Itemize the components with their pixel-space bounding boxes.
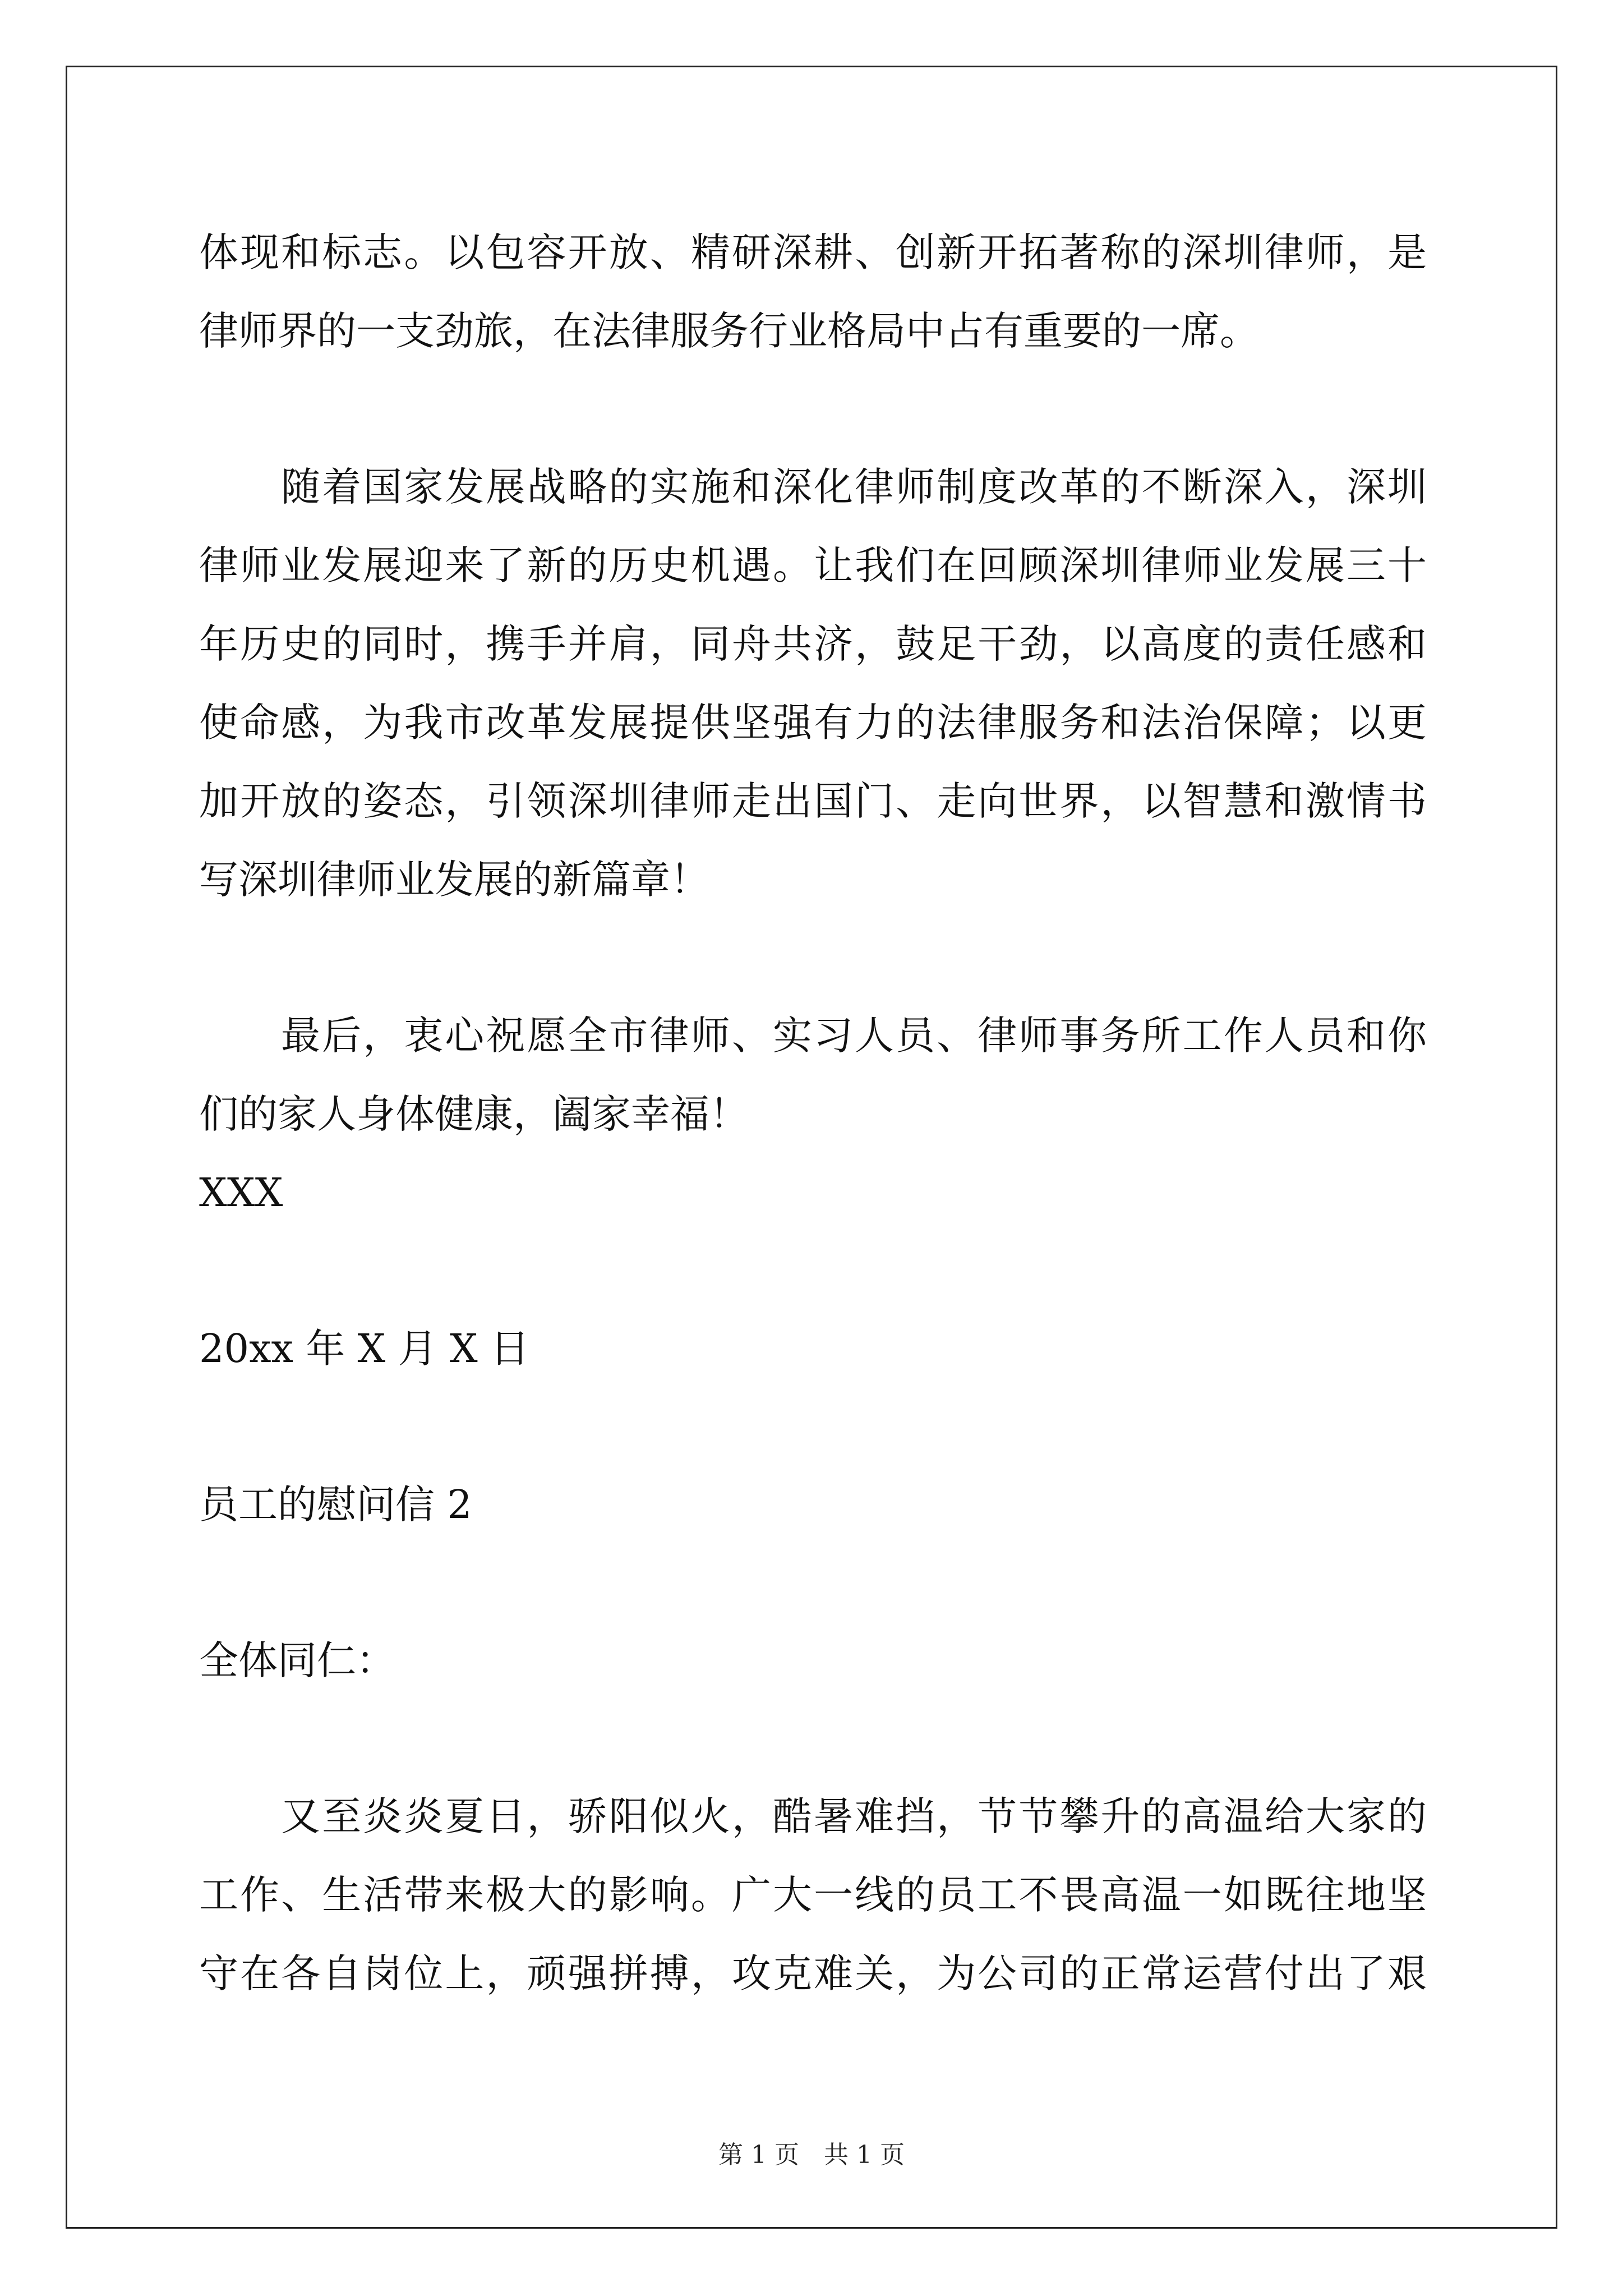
text-line: 使命感，为我市改革发展提供坚强有力的法律服务和法治保障；以更 xyxy=(199,700,1427,746)
text-line: 守在各自岗位上，顽强拼搏，攻克难关，为公司的正常运营付出了艰 xyxy=(199,1950,1427,1996)
text-line: 工作、生活带来极大的影响。广大一线的员工不畏高温一如既往地坚 xyxy=(199,1872,1427,1918)
document-body xyxy=(199,213,1427,2013)
text-line: 律师业发展迎来了新的历史机遇。让我们在回顾深圳律师业发展三十 xyxy=(199,542,1427,588)
text-line: 写深圳律师业发展的新篇章！ xyxy=(199,857,709,903)
text-line: 又至炎炎夏日，骄阳似火，酷暑难挡，节节攀升的高温给大家的 xyxy=(281,1793,1427,1839)
text-line: 年历史的同时，携手并肩，同舟共济，鼓足干劲，以高度的责任感和 xyxy=(199,621,1427,667)
text-line: 们的家人身体健康，阖家幸福！ xyxy=(199,1091,749,1137)
paragraph-2 xyxy=(199,448,1427,919)
paragraph-1 xyxy=(199,213,1427,370)
page-number: 第 1 页 共 1 页 xyxy=(718,2141,905,2169)
text-line: 律师界的一支劲旅，在法律服务行业格局中占有重要的一席。 xyxy=(199,308,1259,354)
salutation: 全体同仁： xyxy=(199,1637,395,1683)
date: 20xx 年 X 月 X 日 xyxy=(199,1326,529,1372)
paragraph-4 xyxy=(199,1777,1427,2013)
signature: XXX xyxy=(199,1170,283,1216)
letter-title: 员工的慰问信 2 xyxy=(199,1481,472,1527)
text-line: 加开放的姿态，引领深圳律师走出国门、走向世界，以智慧和激情书 xyxy=(199,778,1427,824)
paragraph-3 xyxy=(199,996,1427,1153)
text-line: 体现和标志。以包容开放、精研深耕、创新开拓著称的深圳律师，是 xyxy=(199,229,1427,275)
text-line: 最后，衷心祝愿全市律师、实习人员、律师事务所工作人员和你 xyxy=(281,1013,1427,1059)
text-line: 随着国家发展战略的实施和深化律师制度改革的不断深入，深圳 xyxy=(281,464,1427,510)
